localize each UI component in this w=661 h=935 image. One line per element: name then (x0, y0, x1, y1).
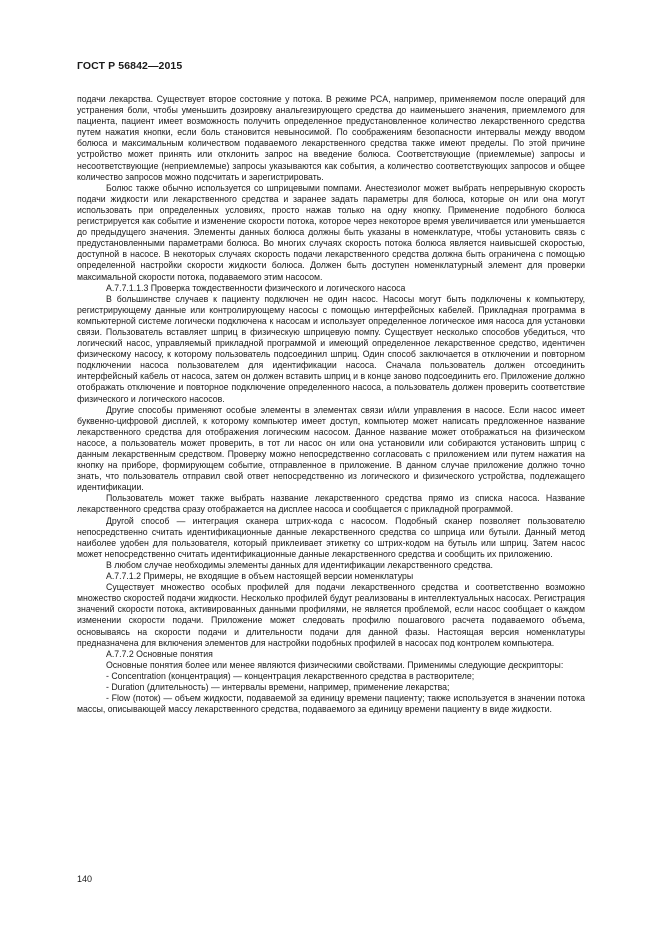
paragraph: - Concentration (концентрация) — концентрация лекарственного средства в растворителе; (106, 670, 475, 681)
document-body (77, 94, 585, 715)
paragraph: А.7.7.1.2 Примеры, не входящие в объем настоящей версии номенклатуры (106, 571, 414, 582)
paragraph: подачи лекарства. Существует второе состояние у потока. В режиме PCA, например, применяемом после операций для устранения боли, чтобы уменьшить дозировку анальгезирующего средства до наименьшего значения, приемлемого для пациента, пациент имеет возможность получить определенное предустановленное количество лекарственного средства путем нажатия кнопки, если боль становится невыносимой. По соображениям безопасности интервалы между вводом болюса и максимальным количеством подаваемого лекарственного средства также имеют пределы. По этой причине устройство может принять или отклонить запрос на введение болюса. Соответствующие (приемлемые) запросы и несоответствующие (неприемлемые) запросы указываются как события, а количество соответствующих запросов и общее количество запросов можно подсчитать и зарегистрировать. (77, 94, 585, 182)
paragraph: - Duration (длительность) — интервалы времени, например, применение лекарства; (106, 681, 450, 692)
paragraph: А.7.7.2 Основные понятия (106, 648, 213, 659)
paragraph: Другой способ — интеграция сканера штрих-кода с насосом. Подобный сканер позволяет пользователю непосредственно считать идентификационные данные лекарственного средства со шприца или бутыли. Данный метод наиболее удобен для пользователя, который приклеивает этикетку со штрих-кодом на бутыль или шприц. Затем насос может непосредственно считать идентификационные данные лекарственного средства и сообщить их приложению. (77, 515, 585, 559)
paragraph: Существует множество особых профилей для подачи лекарственного средства и соответственно возможно множество скоростей подачи жидкости. Несколько профилей будут реализованы в интеллектуальных насосах. Регистрация значений скорости потока, активированных данными профилями, не является проблемой, если насос сообщает о каждом изменении скорости подачи. Приложение может следовать профилю пошагового расчета подаваемого объема, основываясь на скорости подачи и длительности подачи для данной фазы. Настоящая версия номенклатуры предназначена для включения элементов для настройки подобных профилей в насосах под контролем компьютера. (77, 582, 585, 648)
paragraph: Пользователь может также выбрать название лекарственного средства прямо из списка насоса. Название лекарственного средства сразу отображается на дисплее насоса и сообщается с прикладной программой. (77, 493, 585, 515)
paragraph: В большинстве случаев к пациенту подключен не один насос. Насосы могут быть подключены к компьютеру, регистрирующему данные или контролирующему насосы с помощью интерфейсных кабелей. Прикладная программа в компьютерной системе логически подключена к насосам и использует определенное логическое имя насоса для установки связи. Пользователь вставляет шприц в физическую шприцевую помпу. Существует несколько способов убедиться, что логический насос, управляемый прикладной программой и имеющий определенное лекарственное средство, идентичен физическому насосу, к которому пользователь подсоединил шприц. Один способ заключается в отключении и повторном подключении насоса пользователем для идентификации насоса. Сначала пользователь должен отсоединить интерфейсный кабель от насоса, затем он должен вставить шприц и в конце заново подсоединить его. Приложение должно отображать отключение и повторное подключение определенного насоса, а пользователь должен проверить соответствие физического и логического насосов. (77, 293, 585, 404)
paragraph: - Flow (поток) — объем жидкости, подаваемой за единицу времени пациенту; также используется в значении потока массы, описывающей массу лекарственного средства, подаваемого за единицу времени пациенту в виде жидкости. (77, 693, 585, 715)
paragraph: А.7.7.1.1.3 Проверка тождественности физического и логического насоса (106, 282, 406, 293)
document-header: ГОСТ Р 56842—2015 (77, 60, 183, 72)
paragraph: Другие способы применяют особые элементы в элементах связи и/или управления в насосе. Если насос имеет буквенно-цифровой дисплей, к которому компьютер имеет доступ, компьютер может написать предложенное название лекарственного средства для отображения логическим насосом. Данное название может отображаться на физическом насосе, а пользователь может проверить, в тот ли насос он или она установили или собираются установить шприц с данным лекарственным средством. Проверку можно непосредственно согласовать с приложением или путем нажатия на кнопку на приборе, формирующем событие, отправленное в приложение. В данном случае приложение должно точно знать, что пользователь отправил свой ответ непосредственно из логического и физического устройства, подлежащего идентификации. (77, 404, 585, 493)
paragraph: Болюс также обычно используется со шприцевыми помпами. Анестезиолог может выбрать непрерывную скорость подачи жидкости или лекарственного средства и заранее задать параметры для болюса, которые он или она могут использовать при определенных условиях, просто нажав только на одну кнопку. Применение подобного болюса регистрируется как событие и изменение скорости потока, которое через некоторое время увеличивается или уменьшается до предыдущего значения. Элементы данных болюса должны быть указаны в номенклатуре, чтобы установить связь с предустановленными параметрами болюса. Во многих случаях скорость потока болюса является наивысшей скоростью, доступной в насосе. В некоторых случаях скорость подачи лекарственного средства должна быть ограничена с помощью определенной настройки скорости жидкости болюса. Должен быть доступен номенклатурный элемент для проверки максимальной скорости потока, подаваемого этим насосом. (77, 182, 585, 282)
page-number: 140 (77, 874, 93, 884)
paragraph: Основные понятия более или менее являются физическими свойствами. Применимы следующие дескрипторы: (106, 659, 564, 670)
paragraph: В любом случае необходимы элементы данных для идентификации лекарственного средства. (106, 559, 493, 570)
